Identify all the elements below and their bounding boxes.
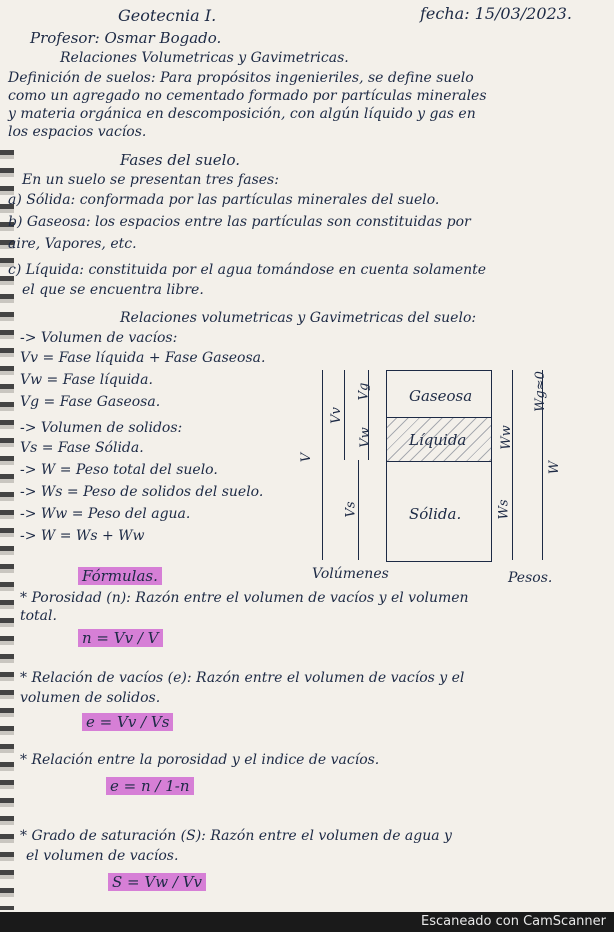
water-weight-label: Ww [498, 425, 514, 450]
relation-line: Vg = Fase Gaseosa. [20, 394, 161, 410]
water-volume-label: Vw [357, 427, 373, 448]
relations-heading: Relaciones volumetricas y Gavimetricas del suelo: [120, 310, 477, 326]
definition-line: Definición de suelos: Para propósitos ingenieriles, se define suelo [8, 70, 474, 86]
phase-diagram-box [386, 370, 492, 562]
phases-intro: En un suelo se presentan tres fases: [22, 172, 279, 188]
void-ratio-text: * Relación de vacíos (e): Razón entre el volumen de vacíos y el [20, 670, 465, 686]
relation-line: Vs = Fase Sólida. [20, 440, 144, 456]
relation-line: -> W = Ws + Ww [20, 528, 145, 544]
liquid-zone: Líquida [387, 417, 491, 462]
saturation-text: el volumen de vacíos. [26, 848, 179, 864]
volumes-caption: Volúmenes [312, 566, 389, 582]
void-ratio-formula: e = Vv / Vs [82, 714, 173, 730]
scanner-watermark: Escaneado con CamScanner [420, 914, 606, 929]
professor: Profesor: Osmar Bogado. [30, 29, 222, 47]
definition-line: los espacios vacíos. [8, 124, 147, 140]
phase-item: b) Gaseosa: los espacios entre las partículas son constituidas por [8, 214, 471, 230]
date: fecha: 15/03/2023. [420, 4, 572, 23]
voids-volume-line [344, 370, 345, 460]
solid-zone: Sólida. [409, 505, 462, 523]
relation-line: -> Ww = Peso del agua. [20, 506, 191, 522]
porosity-text: * Porosidad (n): Razón entre el volumen de vacíos y el volumen [20, 590, 469, 606]
solids-weight-line [512, 460, 513, 560]
phases-heading: Fases del suelo. [120, 151, 240, 169]
relation-line: -> Volumen de solidos: [20, 420, 183, 436]
weights-caption: Pesos. [508, 570, 553, 586]
phase-item: aire, Vapores, etc. [8, 236, 137, 252]
total-weight-label: W [547, 460, 563, 475]
total-volume-line [322, 370, 323, 560]
formulas-heading: Fórmulas. [78, 568, 162, 584]
total-volume-label: V [299, 452, 315, 463]
phase-item: c) Líquida: constituida por el agua tomándose en cuenta solamente [8, 262, 487, 278]
relation-line: -> Volumen de vacíos: [20, 330, 178, 346]
relation-formula: e = n / 1-n [106, 778, 194, 794]
saturation-text: * Grado de saturación (S): Razón entre el volumen de agua y [20, 828, 452, 844]
gas-zone: Gaseosa [387, 371, 491, 418]
relation-line: Vv = Fase líquida + Fase Gaseosa. [20, 350, 266, 366]
relation-line: Vw = Fase líquida. [20, 372, 153, 388]
total-weight-line [542, 370, 543, 560]
definition-line: y materia orgánica en descomposición, con algún líquido y gas en [8, 106, 476, 122]
subject-title: Geotecnia I. [118, 6, 217, 25]
gas-weight-line [512, 370, 513, 416]
gas-volume-label: Vg [356, 382, 372, 401]
relation-text: * Relación entre la porosidad y el indice de vacíos. [20, 752, 380, 768]
void-ratio-text: volumen de solidos. [20, 690, 161, 706]
page-title: Relaciones Volumetricas y Gavimetricas. [60, 50, 349, 66]
porosity-text: total. [20, 608, 57, 624]
saturation-formula: S = Vw / Vv [108, 874, 206, 890]
voids-volume-label: Vv [328, 407, 344, 424]
relation-line: -> Ws = Peso de solidos del suelo. [20, 484, 264, 500]
definition-line: como un agregado no cementado formado por partículas minerales [8, 88, 487, 104]
phase-item: el que se encuentra libre. [22, 282, 204, 298]
solids-volume-label: Vs [343, 501, 359, 518]
gas-weight-label: Wg≈0 [532, 371, 548, 412]
phase-item: a) Sólida: conformada por las partículas minerales del suelo. [8, 192, 440, 208]
solids-weight-label: Ws [496, 499, 512, 520]
relation-line: -> W = Peso total del suelo. [20, 462, 218, 478]
porosity-formula: n = Vv / V [78, 630, 163, 646]
